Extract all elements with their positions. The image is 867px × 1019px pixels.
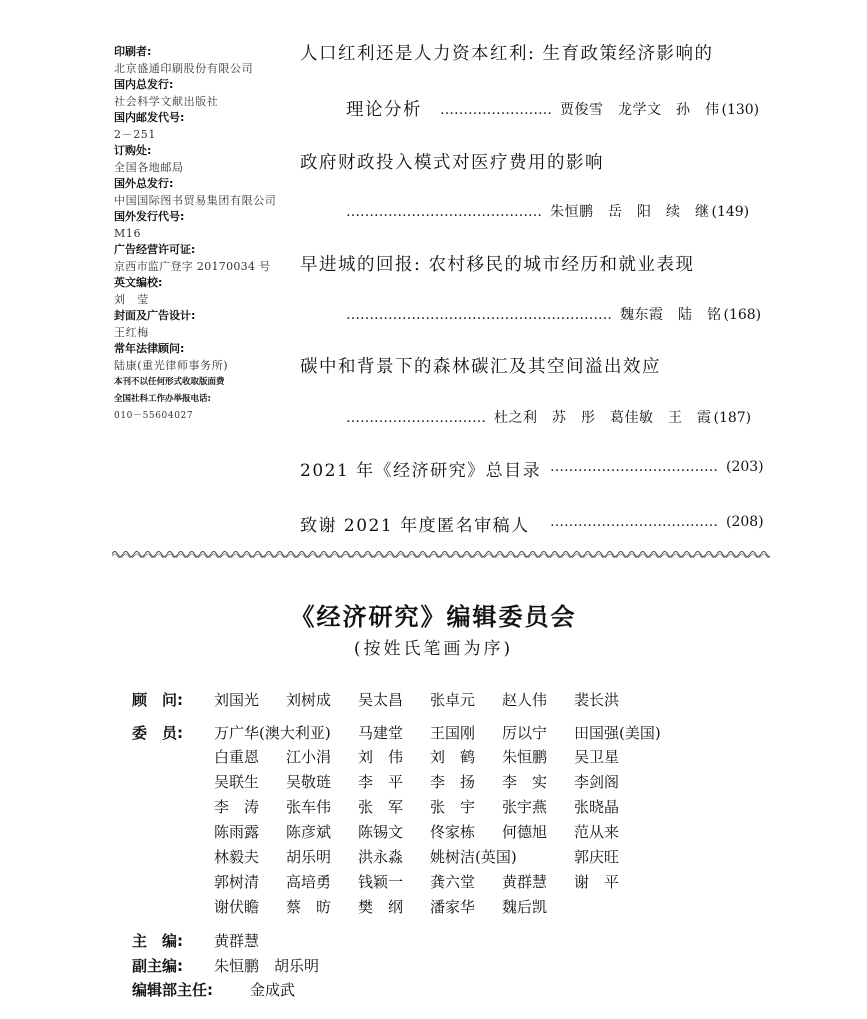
toc-authors: 贾俊雪 龙学文 孙 伟	[560, 102, 720, 118]
toc-leader	[550, 459, 770, 475]
toc-dots: ………………………………	[550, 459, 718, 475]
toc-dots: ……………………………………	[346, 204, 542, 220]
member-name: 黄群慧	[502, 873, 548, 891]
info-label: 印刷者:	[114, 45, 152, 58]
info-english-editor	[114, 275, 294, 308]
member-name: 魏后凯	[502, 898, 548, 916]
info-value: 刘 莹	[114, 293, 149, 306]
member-name: 洪永淼	[358, 848, 404, 866]
toc-leader	[346, 304, 770, 324]
info-value: M16	[114, 227, 142, 240]
toc-title: 早进城的回报: 农村移民的城市经历和就业表现	[300, 255, 695, 275]
member-name: 范从来	[574, 823, 620, 841]
member-name: 樊 纲	[358, 898, 404, 916]
advisors-label: 顾 问:	[132, 691, 183, 709]
member-name: 张晓晶	[574, 798, 620, 816]
info-value: 中国国际图书贸易集团有限公司	[114, 194, 277, 207]
member-name: 蔡 昉	[286, 898, 332, 916]
info-value: 北京盛通印刷股份有限公司	[114, 62, 254, 75]
member-name: 张车伟	[286, 798, 332, 816]
notice-no-fee: 本刊不以任何形式收取版面费	[114, 377, 225, 387]
toc-leader	[440, 99, 770, 119]
member-name: 潘家华	[430, 898, 476, 916]
info-domestic-code	[114, 110, 294, 143]
toc-leader	[346, 407, 770, 427]
advisor-name: 刘树成	[286, 691, 332, 709]
toc-page: (130)	[721, 102, 760, 118]
toc-title: 人口红利还是人力资本红利: 生育政策经济影响的	[300, 44, 714, 64]
advisor-name: 吴太昌	[358, 691, 404, 709]
member-name: 何德旭	[502, 823, 548, 841]
toc-dots: ………………………………	[550, 514, 718, 530]
member-name: 林毅夫	[214, 848, 260, 866]
member-name: 刘 伟	[358, 748, 404, 766]
member-name: 龚六堂	[430, 873, 476, 891]
member-name: 陈彦斌	[286, 823, 332, 841]
info-cover-design	[114, 308, 294, 341]
member-name: 谢 平	[574, 873, 620, 891]
chief-editor-name: 黄群慧	[214, 932, 260, 950]
info-label: 国外发行代号:	[114, 210, 185, 223]
member-name: 佟家栋	[430, 823, 476, 841]
toc-title-continued: 理论分析	[346, 100, 422, 120]
notice-report-phone: 全国社科工作办举报电话:	[114, 394, 211, 404]
members-label: 委 员:	[132, 724, 183, 742]
member-name: 江小涓	[286, 748, 332, 766]
member-name: 胡乐明	[286, 848, 332, 866]
member-name: 万广华(澳大利亚)	[214, 724, 331, 742]
toc-dots: ……………………	[440, 102, 552, 118]
info-subscription	[114, 143, 294, 176]
office-director-label: 编辑部主任:	[132, 981, 213, 999]
toc-dots: …………………………………………………	[346, 307, 612, 323]
toc-title: 碳中和背景下的森林碳汇及其空间溢出效应	[300, 357, 661, 377]
advisor-name: 裴长洪	[574, 691, 620, 709]
advisors-list	[214, 689, 774, 709]
board-title: 《经济研究》编辑委员会	[290, 602, 577, 631]
info-label: 订购处:	[114, 144, 152, 157]
chief-editor-label: 主 编:	[132, 932, 183, 950]
member-name: 王国刚	[430, 724, 476, 742]
member-name: 吴敬琏	[286, 773, 332, 791]
decorative-divider	[112, 548, 770, 558]
toc-page: (187)	[713, 410, 752, 426]
toc-page: (168)	[723, 307, 762, 323]
office-director-name: 金成武	[250, 981, 296, 999]
toc-page: (208)	[726, 514, 764, 530]
info-label: 封面及广告设计:	[114, 309, 196, 322]
members-list	[214, 722, 774, 922]
member-name: 郭庆旺	[574, 848, 620, 866]
member-name: 陈锡文	[358, 823, 404, 841]
info-value: 京西市监广登字 20170034 号	[114, 260, 271, 273]
info-value: 全国各地邮局	[114, 161, 184, 174]
advisor-name: 赵人伟	[502, 691, 548, 709]
info-printer	[114, 44, 294, 77]
publication-info	[114, 44, 294, 425]
info-value: 2－251	[114, 128, 156, 141]
member-name: 李 涛	[214, 798, 260, 816]
info-value: 社会科学文献出版社	[114, 95, 219, 108]
toc-dots: …………………………	[346, 410, 486, 426]
info-label: 国内总发行:	[114, 78, 174, 91]
toc-leader	[346, 201, 770, 221]
toc-title: 2021 年《经济研究》总目录	[300, 461, 542, 481]
info-foreign-code	[114, 209, 294, 242]
member-name: 吴卫星	[574, 748, 620, 766]
member-name: 张宇燕	[502, 798, 548, 816]
member-name: 田国强(美国)	[574, 724, 661, 742]
advisor-name: 张卓元	[430, 691, 476, 709]
info-label: 国外总发行:	[114, 177, 174, 190]
member-name: 马建堂	[358, 724, 404, 742]
toc-authors: 杜之利 苏 彤 葛佳敏 王 霞	[494, 410, 712, 426]
info-ad-license	[114, 242, 294, 275]
info-foreign-distributor	[114, 176, 294, 209]
notice-phone-number: 010－55604027	[114, 411, 194, 421]
info-value: 王红梅	[114, 326, 149, 339]
member-name: 刘 鹤	[430, 748, 476, 766]
member-name: 李 平	[358, 773, 404, 791]
member-name: 李剑阁	[574, 773, 620, 791]
member-name: 吴联生	[214, 773, 260, 791]
toc-authors: 朱恒鹏 岳 阳 续 继	[550, 204, 710, 220]
member-name: 高培勇	[286, 873, 332, 891]
member-name: 白重恩	[214, 748, 260, 766]
toc-leader	[550, 514, 770, 530]
member-name: 谢伏瞻	[214, 898, 260, 916]
toc-page: (203)	[726, 459, 764, 475]
member-name: 陈雨露	[214, 823, 260, 841]
info-domestic-distributor	[114, 77, 294, 110]
member-name: 李 实	[502, 773, 548, 791]
member-name: 李 扬	[430, 773, 476, 791]
member-name: 钱颖一	[358, 873, 404, 891]
info-value: 陆康(重光律师事务所)	[114, 359, 229, 372]
deputy-editor-label: 副主编:	[132, 957, 183, 975]
member-name: 张 宇	[430, 798, 476, 816]
toc-authors: 魏东霞 陆 铭	[620, 307, 722, 323]
info-label: 英文编校:	[114, 276, 163, 289]
toc-page: (149)	[711, 204, 750, 220]
toc-title: 政府财政投入模式对医疗费用的影响	[300, 153, 604, 173]
info-label: 国内邮发代号:	[114, 111, 185, 124]
member-name: 郭树清	[214, 873, 260, 891]
info-label: 广告经营许可证:	[114, 243, 196, 256]
info-legal-advisor	[114, 341, 294, 374]
member-name: 张 军	[358, 798, 404, 816]
toc-title: 致谢 2021 年度匿名审稿人	[300, 516, 530, 536]
member-name: 厉以宁	[502, 724, 548, 742]
member-name: 姚树洁(英国)	[430, 848, 517, 866]
deputy-editor-names: 朱恒鹏 胡乐明	[214, 957, 320, 975]
info-label: 常年法律顾问:	[114, 342, 185, 355]
board-subtitle: (按姓氏笔画为序)	[353, 639, 514, 659]
member-name: 朱恒鹏	[502, 748, 548, 766]
advisor-name: 刘国光	[214, 691, 260, 709]
